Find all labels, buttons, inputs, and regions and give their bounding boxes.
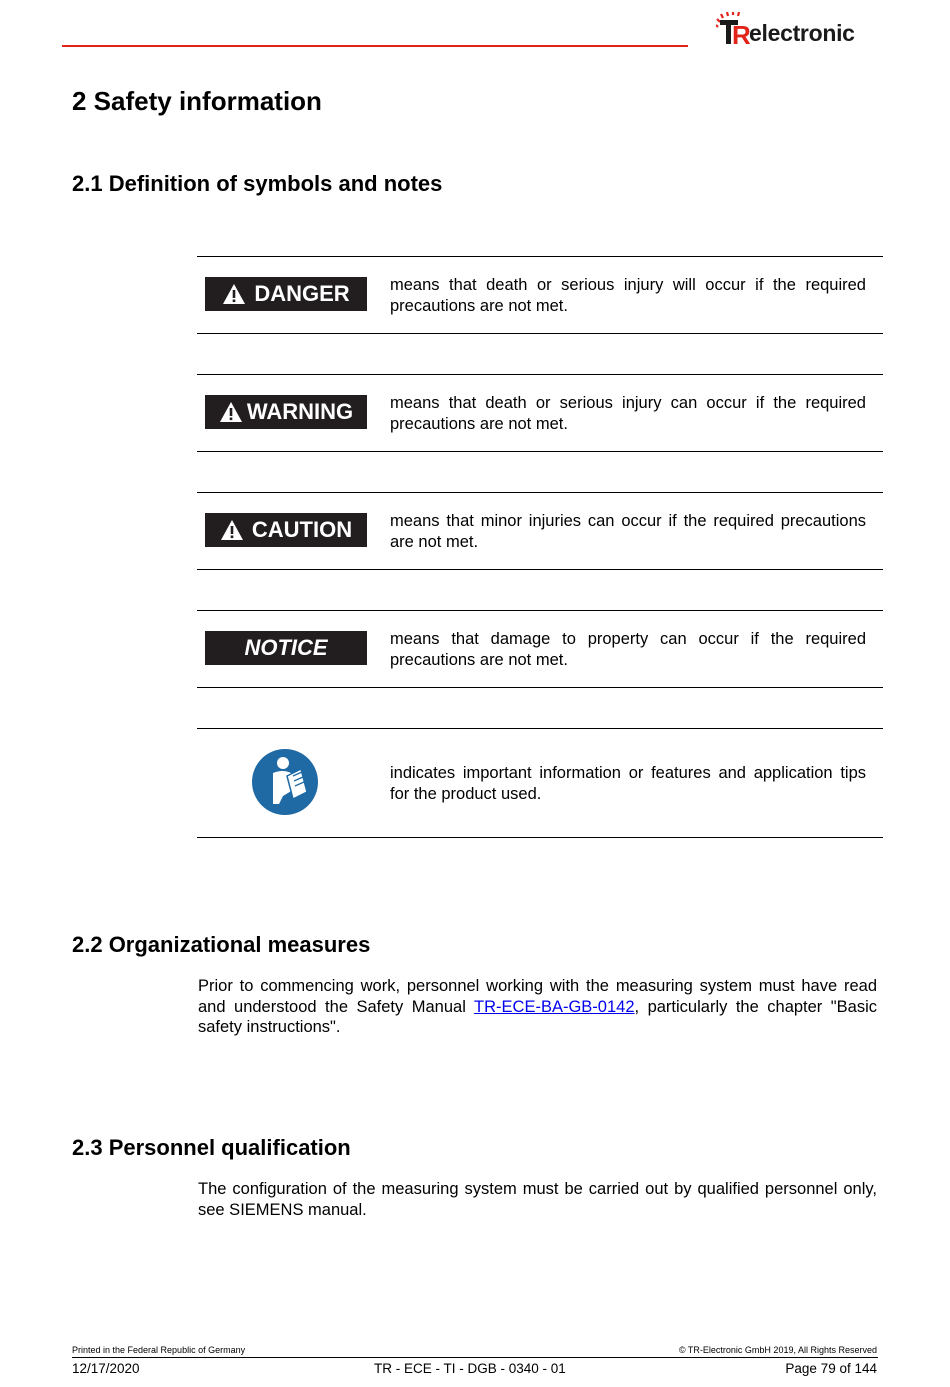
section-heading-qualification: 2.3 Personnel qualification (72, 1135, 351, 1160)
information-description: indicates important information or features and application tips for the product used. (390, 764, 866, 803)
organizational-text-before: Prior to commencing work, personnel working with the measuring system must have read and understood the Safety Manual (198, 977, 877, 1016)
symbol-row-notice (197, 610, 883, 688)
footer-page-number: Page 79 of 144 (785, 1361, 877, 1376)
footer-document-id: TR - ECE - TI - DGB - 0340 - 01 (374, 1361, 566, 1376)
warning-triangle-icon (219, 401, 243, 423)
footer-printed-note: Printed in the Federal Republic of Germany (72, 1345, 246, 1355)
notice-description: means that damage to property can occur if the required precautions are not met. (390, 630, 866, 669)
symbol-row-information (197, 728, 883, 838)
organizational-text-after: , particularly the chapter "Basic safety instructions". (198, 997, 877, 1036)
read-manual-icon (249, 746, 321, 818)
danger-signal-panel (205, 277, 367, 311)
danger-description: means that death or serious injury will occur if the required precautions are not met. (390, 276, 866, 315)
warning-label: WARNING (246, 399, 354, 424)
warning-description: means that death or serious injury can occur if the required precautions are not met. (390, 394, 866, 433)
footer-rule (72, 1357, 878, 1358)
caution-description: means that minor injuries can occur if the required precautions are not met. (390, 512, 866, 551)
header-rule (62, 45, 688, 47)
organizational-paragraph (198, 976, 877, 1038)
footer-date: 12/17/2020 (72, 1361, 140, 1376)
caution-signal-panel (205, 513, 367, 547)
tr-electronic-logo (716, 12, 876, 48)
notice-label: NOTICE (244, 635, 328, 660)
symbol-row-caution (197, 492, 883, 570)
notice-signal-panel (205, 631, 367, 665)
logo-letter: R (732, 20, 751, 46)
logo-text: electronic (749, 20, 855, 46)
symbol-row-warning (197, 374, 883, 452)
page-title: 2 Safety information (72, 86, 322, 116)
symbol-row-danger (197, 256, 883, 334)
warning-triangle-icon (222, 283, 246, 305)
qualification-paragraph: The configuration of the measuring system must be carried out by qualified personnel only, see SIEMENS manual. (198, 1180, 877, 1219)
safety-manual-link[interactable]: TR-ECE-BA-GB-0142 (474, 997, 635, 1016)
caution-label: CAUTION (251, 517, 353, 542)
section-heading-symbols: 2.1 Definition of symbols and notes (72, 171, 443, 196)
danger-label: DANGER (254, 281, 350, 306)
warning-triangle-icon (220, 519, 244, 541)
warning-signal-panel (205, 395, 367, 429)
footer-copyright: © TR-Electronic GmbH 2019, All Rights Reserved (678, 1345, 877, 1355)
section-heading-organizational: 2.2 Organizational measures (72, 932, 371, 957)
